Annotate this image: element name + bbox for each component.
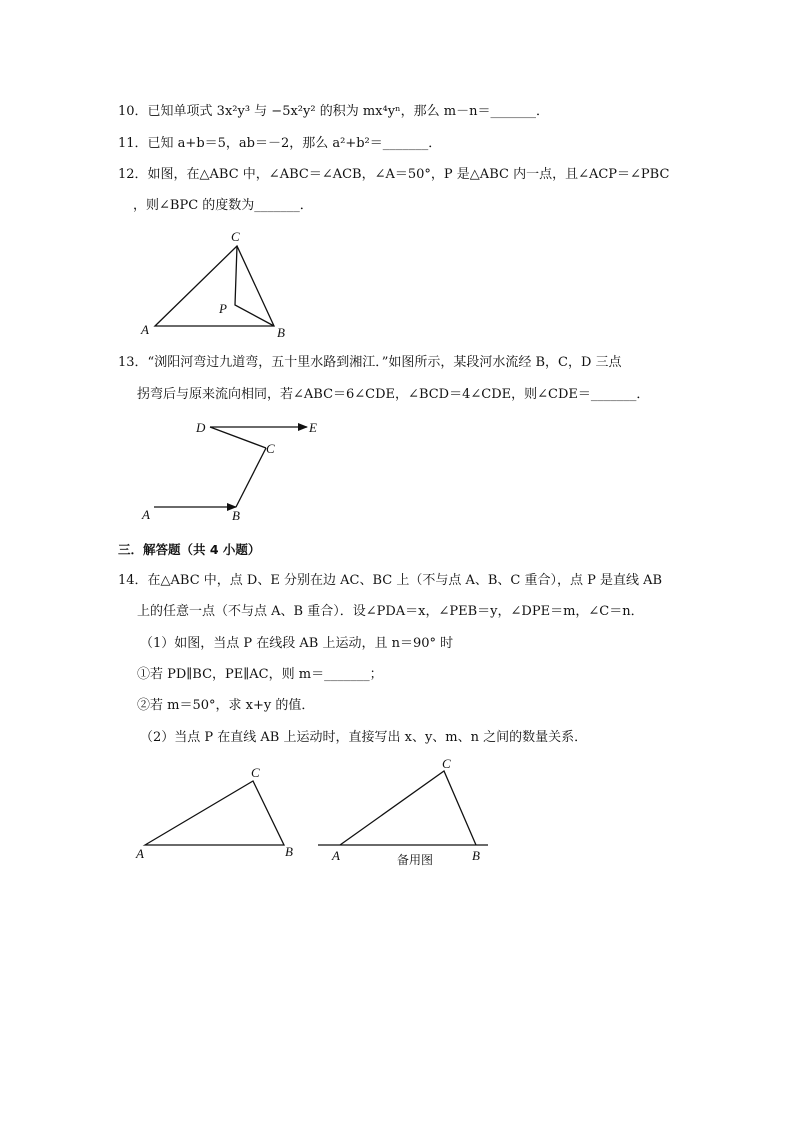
question-12-line1: 12．如图，在△ABC 中，∠ABC＝∠ACB，∠A＝50°，P 是△ABC 内一点，且∠ACP＝∠PBC [118,167,670,182]
figure-14 [135,765,293,861]
section-heading: 三．解答题（共 4 小题） [118,542,261,557]
label-e: E [309,420,317,435]
question-14-part1: （1）如图，当点 P 在线段 AB 上运动，且 n＝90° 时 [140,636,454,651]
label-c: C [266,441,275,456]
question-14-line2: 上的任意一点（不与点 A、B 重合）．设∠PDA＝x，∠PEB＝y，∠DPE＝m，∠C＝n． [137,604,644,619]
figure-14-backup [318,756,488,867]
question-14-part2: （2）当点 P 在直线 AB 上运动时，直接写出 x、y、m、n 之间的数量关系． [140,730,588,745]
question-14-line1: 14．在△ABC 中，点 D、E 分别在边 AC、BC 上（不与点 A、B、C 重合），点 P 是直线 AB [118,573,663,588]
label-c: C [231,229,240,244]
segment-dc [210,427,266,448]
label-p: P [219,301,227,316]
sides-ac-cb [340,771,476,845]
question-11: 11．已知 a+b＝5，ab＝－2，那么 a²+b²＝_______． [118,136,442,151]
label-b: B [277,325,285,340]
question-13-line1: 13．“浏阳河弯过九道弯，五十里水路到湘江．”如图所示，某段河水流经 B，C，D 三点 [118,355,622,370]
label-a: A [332,848,340,863]
label-b: B [285,844,293,859]
label-b: B [472,848,480,863]
segment-cb [236,448,266,507]
figure-13 [141,420,317,523]
question-14-part1b: ②若 m＝50°，求 x+y 的值． [137,698,315,713]
triangle-abc [155,246,274,326]
question-10: 10．已知单项式 3x²y³ 与 −5x²y² 的积为 mx⁴yⁿ，那么 m－n＝_______． [118,104,550,119]
figure-12 [140,229,285,340]
backup-figure-caption: 备用图 [397,853,434,867]
label-d: D [196,420,206,435]
label-a: A [136,846,144,861]
label-b: B [232,508,240,523]
question-13-line2: 拐弯后与原来流向相同，若∠ABC＝6∠CDE，∠BCD＝4∠CDE，则∠CDE＝_______． [137,387,650,402]
triangle-abc [145,781,284,845]
label-c: C [442,756,451,771]
label-c: C [251,765,260,780]
question-14-part1a: ①若 PD∥BC，PE∥AC，则 m＝_______； [137,667,383,682]
label-a: A [141,322,149,337]
label-a: A [142,507,150,522]
question-12-line2: ，则∠BPC 的度数为_______． [133,198,313,213]
